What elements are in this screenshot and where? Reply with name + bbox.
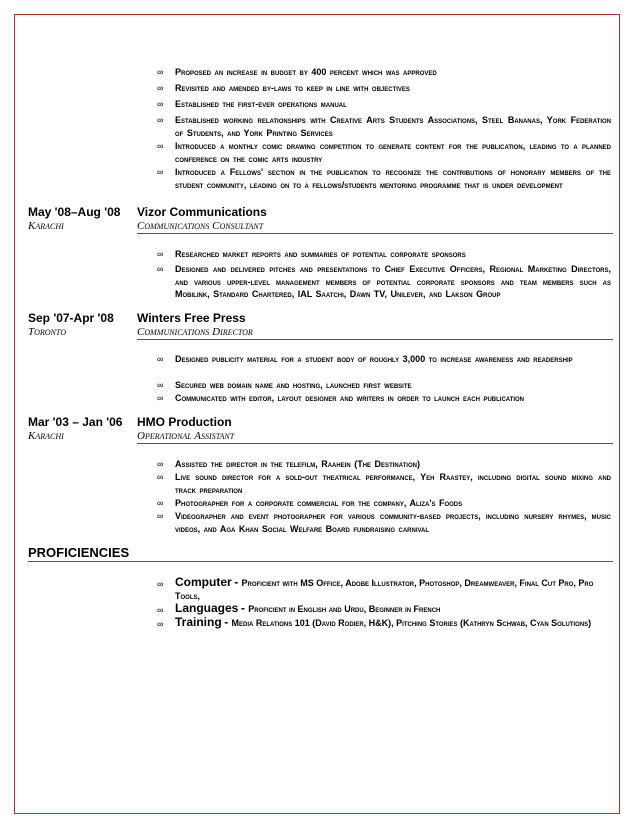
job-date: Sep '07-Apr '08 [28,311,114,325]
job-company: HMO Production [137,415,232,429]
bullet-icon: ∞ [157,579,164,589]
proficiency-head: Training [175,615,222,629]
bullet-icon: ∞ [157,141,164,151]
bullet-icon: ∞ [157,83,164,93]
bullet-icon: ∞ [157,167,164,177]
bullet-icon: ∞ [157,511,164,521]
job-date: Mar '03 – Jan '06 [28,415,123,429]
proficiency-detail: Proficient with MS Office, Adobe Illustrator, Photoshop, Dreamweaver, Final Cut Pro, Pro Tools, [175,578,594,601]
bullet-icon: ∞ [157,619,164,629]
job-role: Communications Director [137,325,613,340]
proficiency-head: Languages [175,601,239,615]
job-date: May '08–Aug '08 [28,205,121,219]
job-location: Karachi [28,220,64,232]
job-company: Winters Free Press [137,311,246,325]
bullet-icon: ∞ [157,264,164,274]
bullet-icon: ∞ [157,605,164,615]
job-company: Vizor Communications [137,205,267,219]
bullet-icon: ∞ [157,380,164,390]
bullet-icon: ∞ [157,99,164,109]
job-role: Operational Assistant [137,429,613,444]
bullet-icon: ∞ [157,459,164,469]
bullet-icon: ∞ [157,115,164,125]
bullet-icon: ∞ [157,472,164,482]
proficiency-detail: Media Relations 101 (David Rodier, H&K), Pitching Stories (Kathryn Schwab, Cyan Solutions) [231,618,592,628]
job-role: Communications Consultant [137,219,613,234]
bullet-icon: ∞ [157,393,164,403]
job-location: Karachi [28,430,64,442]
bullet-icon: ∞ [157,249,164,259]
proficiency-head: Computer [175,575,232,589]
bullet-icon: ∞ [157,354,164,364]
job-location: Toronto [28,326,66,338]
proficiency-detail: Proficient in English and Urdu, Beginner in French [248,604,441,614]
bullet-icon: ∞ [157,498,164,508]
bullet-icon: ∞ [157,67,164,77]
section-title: PROFICIENCIES [28,545,613,562]
